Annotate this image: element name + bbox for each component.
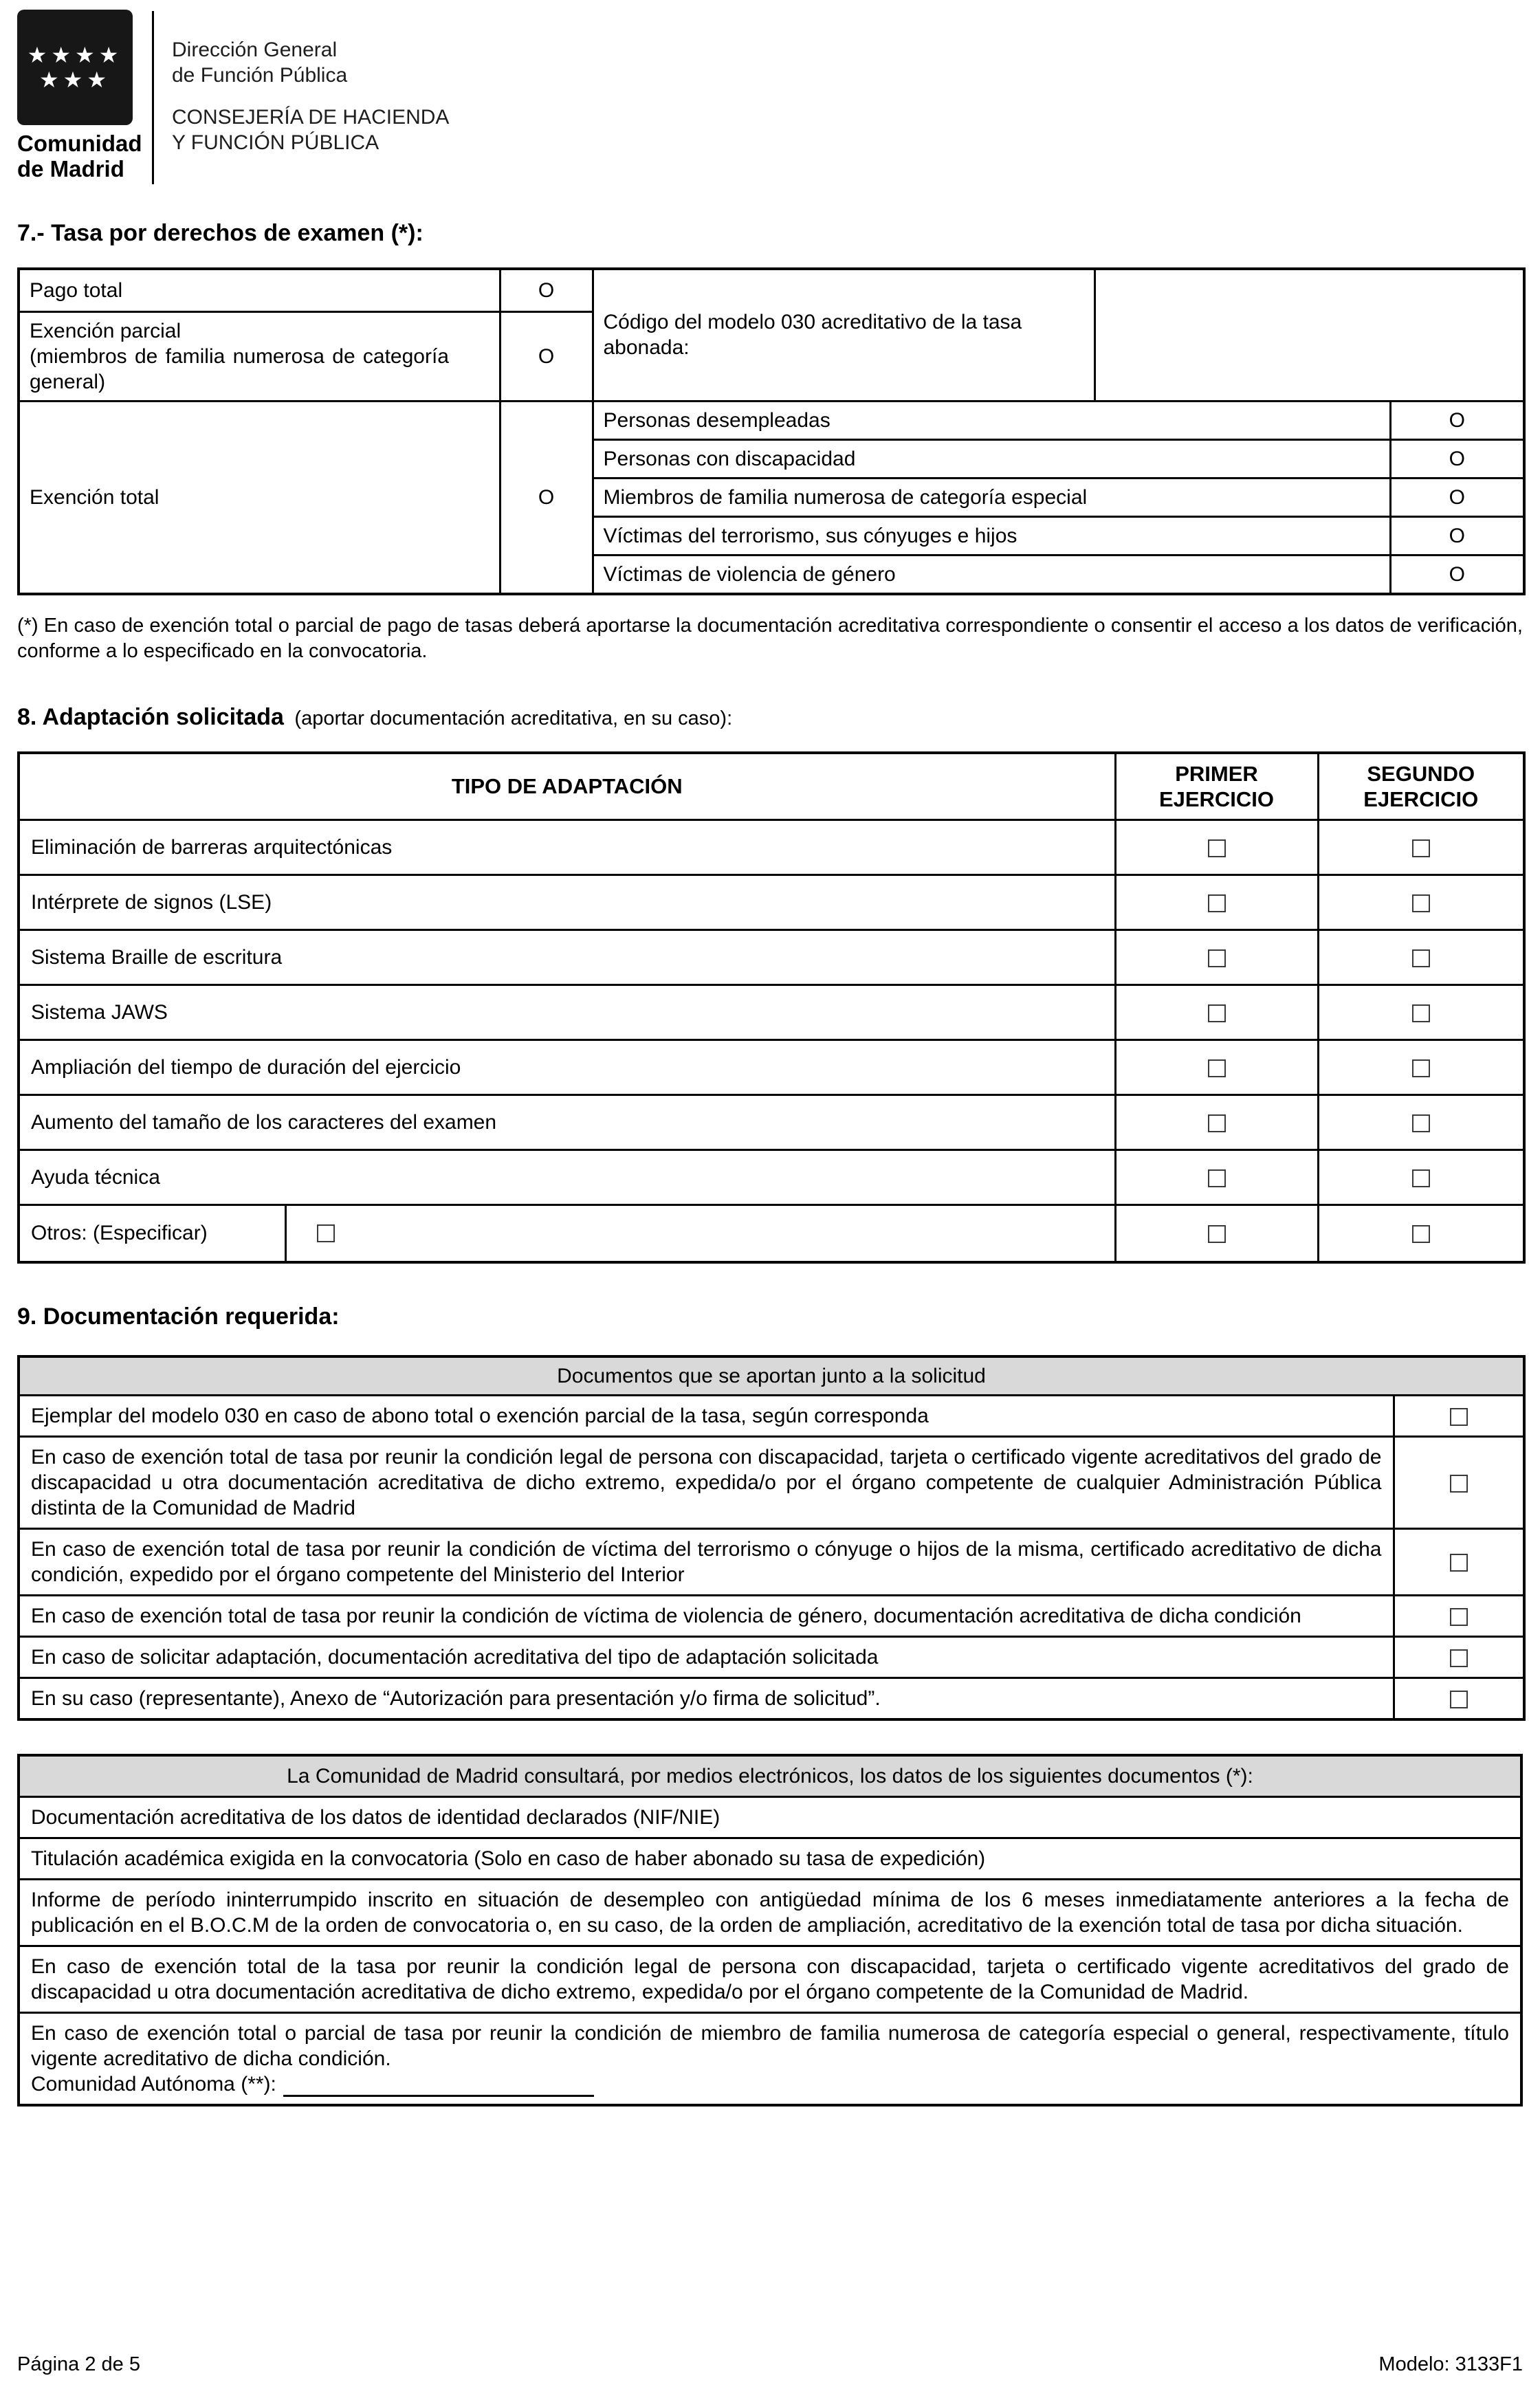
segundo-checkbox[interactable]: [1412, 1004, 1430, 1022]
victimas-violencia-genero-radio[interactable]: O: [1449, 562, 1465, 586]
option-victimas-terrorismo-cell: [1390, 516, 1524, 555]
stars-row-top: ★★★★: [27, 43, 123, 67]
doc-checkbox[interactable]: [1450, 1608, 1468, 1626]
adapt-label-interprete: Intérprete de signos (LSE): [19, 874, 1115, 930]
consulta-electronica-table: [17, 1754, 1523, 2106]
doc-label-violencia-genero: En caso de exención total de tasa por reunir la condición de víctima de violencia de género, documentación acreditativa de dicha condición: [19, 1595, 1394, 1636]
adapt-label-ayuda-tecnica: Ayuda técnica: [19, 1150, 1115, 1204]
doc-label-victima-terrorismo: En caso de exención total de tasa por reunir la condición de víctima del terrorismo o cónyuge o hijos de la misma, certificado acreditativo de dicha condición, expedido por el órgano competente del Ministerio del Interior: [19, 1528, 1394, 1595]
primer-checkbox[interactable]: [1208, 894, 1226, 912]
table-row: [19, 1879, 1521, 1946]
table-row: [19, 1395, 1524, 1436]
option-personas-discapacidad: Personas con discapacidad: [593, 439, 1390, 478]
personas-desempleadas-radio[interactable]: O: [1449, 408, 1465, 432]
exencion-total-radio[interactable]: O: [538, 485, 555, 509]
page-footer: [17, 2353, 1523, 2376]
doc-checkbox[interactable]: [1450, 1691, 1468, 1708]
comunidad-autonoma-input[interactable]: [283, 2076, 594, 2097]
doc-label-discapacidad: En caso de exención total de tasa por reunir la condición legal de persona con discapacidad, tarjeta o certificado vigente acreditativos del grado de discapacidad u otra documentación acreditativa de dicho extremo, expedida/o por el órgano competente de cualquier Administración Pública distinta de la Comunidad de Madrid: [19, 1436, 1394, 1528]
adaptacion-table: [17, 751, 1526, 1264]
otros-especificar-label: Otros: (Especificar): [20, 1206, 287, 1261]
table-row: [19, 1838, 1521, 1879]
segundo-checkbox[interactable]: [1412, 894, 1430, 912]
table-row: [19, 1528, 1524, 1595]
table-row: [19, 1436, 1524, 1528]
documentos-table: [17, 1355, 1526, 1721]
table-row: [19, 984, 1524, 1040]
codigo-030-input[interactable]: [1094, 269, 1524, 401]
table-row: [19, 1796, 1521, 1838]
logo-wordmark: [17, 131, 142, 182]
doc-label-modelo-030: Ejemplar del modelo 030 en caso de abono total o exención parcial de la tasa, según corresponda: [19, 1395, 1394, 1436]
table-row: [19, 874, 1524, 930]
comunidad-madrid-logo: [17, 10, 142, 182]
doc-checkbox[interactable]: [1450, 1649, 1468, 1667]
option-victimas-violencia-genero: Víctimas de violencia de género: [593, 555, 1390, 594]
primer-checkbox[interactable]: [1208, 839, 1226, 857]
col-segundo-ejercicio: SEGUNDO EJERCICIO: [1318, 753, 1524, 820]
pago-total-cell: [500, 269, 593, 311]
option-personas-desempleadas-cell: [1390, 401, 1524, 439]
doc-label-representante: En su caso (representante), Anexo de “Autorización para presentación y/o firma de solicitud”.: [19, 1678, 1394, 1719]
consult-label-desempleo: Informe de período ininterrumpido inscrito en situación de desempleo con antigüedad mínima de los 6 meses inmediatamente anteriores a la fecha de publicación en el B.O.C.M de la orden de convocatoria o, en su caso, de la orden de ampliación, acreditativo de la exención total de tasa por dicha situación.: [19, 1879, 1521, 1946]
exencion-total-cell: [500, 401, 593, 594]
table-row: [19, 1595, 1524, 1636]
stars-row-bottom: ★★★: [38, 67, 111, 92]
org-line1: CONSEJERÍA DE HACIENDA: [172, 106, 450, 129]
segundo-checkbox[interactable]: [1412, 1225, 1430, 1243]
col-tipo-adaptacion: TIPO DE ADAPTACIÓN: [19, 753, 1115, 820]
exencion-parcial-label: Exención parcial (miembros de familia numerosa de categoría general): [19, 311, 500, 401]
primer-checkbox[interactable]: [1208, 1169, 1226, 1187]
dept-line2: de Función Pública: [172, 64, 348, 87]
section7-title: 7.- Tasa por derechos de examen (*):: [17, 220, 424, 246]
adapt-label-braille: Sistema Braille de escritura: [19, 930, 1115, 984]
consult-label-titulacion: Titulación académica exigida en la convocatoria (Solo en caso de haber abonado su tasa de expedición): [19, 1838, 1521, 1879]
primer-checkbox[interactable]: [1208, 1004, 1226, 1022]
option-familia-numerosa-especial: Miembros de familia numerosa de categoría especial: [593, 478, 1390, 516]
consulta-table-header: La Comunidad de Madrid consultará, por medios electrónicos, los datos de los siguientes documentos (*):: [19, 1755, 1521, 1797]
table-row: [19, 1094, 1524, 1150]
table-row: [19, 930, 1524, 984]
section9-title: 9. Documentación requerida:: [17, 1303, 340, 1330]
table-row: [19, 1150, 1524, 1204]
adapt-label-ampliacion-tiempo: Ampliación del tiempo de duración del ejercicio: [19, 1040, 1115, 1094]
table-row: [19, 1040, 1524, 1094]
option-personas-desempleadas: Personas desempleadas: [593, 401, 1390, 439]
section7-footnote: (*) En caso de exención total o parcial de pago de tasas deberá aportarse la documentación acreditativa correspondiente o consentir el acceso a los datos de verificación, conforme a lo especificado en la convocatoria.: [17, 614, 1523, 662]
adapt-label-tamano-caracteres: Aumento del tamaño de los caracteres del examen: [19, 1094, 1115, 1150]
comunidad-autonoma-label: Comunidad Autónoma (**):: [31, 2072, 276, 2096]
model-number: Modelo: 3133F1: [1378, 2353, 1523, 2375]
header-divider: [152, 11, 154, 184]
primer-checkbox[interactable]: [1208, 1114, 1226, 1132]
segundo-checkbox[interactable]: [1412, 1114, 1430, 1132]
logo-line2: de Madrid: [17, 156, 124, 182]
option-personas-discapacidad-cell: [1390, 439, 1524, 478]
pago-total-label: Pago total: [19, 269, 500, 311]
pago-total-radio[interactable]: O: [538, 278, 555, 302]
segundo-checkbox[interactable]: [1412, 839, 1430, 857]
exencion-total-label: Exención total: [19, 401, 500, 594]
doc-checkbox[interactable]: [1450, 1554, 1468, 1572]
table-row: [19, 1204, 1524, 1262]
consult-label-discapacidad: En caso de exención total de la tasa por reunir la condición legal de persona con discapacidad, tarjeta o certificado vigente acreditativos del grado de discapacidad u otra documentación acreditativa de dicho extremo, expedida/o por el órgano competente de la Comunidad de Madrid.: [19, 1946, 1521, 2012]
doc-checkbox[interactable]: [1450, 1408, 1468, 1426]
logo-line1: Comunidad: [17, 131, 142, 156]
doc-checkbox[interactable]: [1450, 1475, 1468, 1493]
table-row: [19, 1678, 1524, 1719]
exencion-parcial-cell: [500, 311, 593, 401]
primer-checkbox[interactable]: [1208, 1225, 1226, 1243]
section8-title-bold: 8. Adaptación solicitada: [17, 703, 284, 730]
segundo-checkbox[interactable]: [1412, 1059, 1430, 1077]
consult-familia-numerosa-text: En caso de exención total o parcial de tasa por reunir la condición de miembro de familia numerosa de categoría especial o general, respectivamente, título vigente acreditativo de dicha condición.: [31, 2021, 1509, 2070]
department-block: [172, 10, 449, 155]
segundo-checkbox[interactable]: [1412, 1169, 1430, 1187]
segundo-checkbox[interactable]: [1412, 949, 1430, 967]
table-row: [19, 2012, 1521, 2105]
tasa-table: [17, 267, 1526, 595]
consult-label-familia-numerosa: [19, 2012, 1521, 2105]
section8-title: [17, 704, 1523, 731]
primer-checkbox[interactable]: [1208, 949, 1226, 967]
option-familia-numerosa-especial-cell: [1390, 478, 1524, 516]
personas-discapacidad-radio[interactable]: O: [1449, 447, 1465, 470]
primer-checkbox[interactable]: [1208, 1059, 1226, 1077]
section8-title-note: (aportar documentación acreditativa, en su caso):: [294, 707, 733, 729]
madrid-flag-icon: [17, 10, 133, 125]
adapt-label-otros: [19, 1204, 1115, 1262]
adapt-label-jaws: Sistema JAWS: [19, 984, 1115, 1040]
victimas-terrorismo-radio[interactable]: O: [1449, 524, 1465, 547]
consult-label-identidad: Documentación acreditativa de los datos de identidad declarados (NIF/NIE): [19, 1796, 1521, 1838]
table-row: [19, 820, 1524, 874]
table-row: [19, 1636, 1524, 1678]
adapt-label-barreras: Eliminación de barreras arquitectónicas: [19, 820, 1115, 874]
page-header: [17, 10, 1523, 184]
familia-numerosa-especial-radio[interactable]: O: [1449, 485, 1465, 509]
exencion-parcial-radio[interactable]: O: [538, 344, 555, 368]
documentos-table-header: Documentos que se aportan junto a la solicitud: [19, 1356, 1524, 1396]
option-victimas-violencia-genero-cell: [1390, 555, 1524, 594]
dept-line1: Dirección General: [172, 38, 338, 61]
table-row: [19, 1946, 1521, 2012]
doc-label-adaptacion: En caso de solicitar adaptación, documentación acreditativa del tipo de adaptación solicitada: [19, 1636, 1394, 1678]
page-number: Página 2 de 5: [17, 2353, 140, 2375]
option-victimas-terrorismo: Víctimas del terrorismo, sus cónyuges e hijos: [593, 516, 1390, 555]
col-primer-ejercicio: PRIMER EJERCICIO: [1115, 753, 1318, 820]
org-line2: Y FUNCIÓN PÚBLICA: [172, 131, 380, 154]
codigo-030-label: Código del modelo 030 acreditativo de la tasa abonada:: [593, 269, 1094, 401]
otros-especificar-checkbox[interactable]: [317, 1224, 335, 1242]
